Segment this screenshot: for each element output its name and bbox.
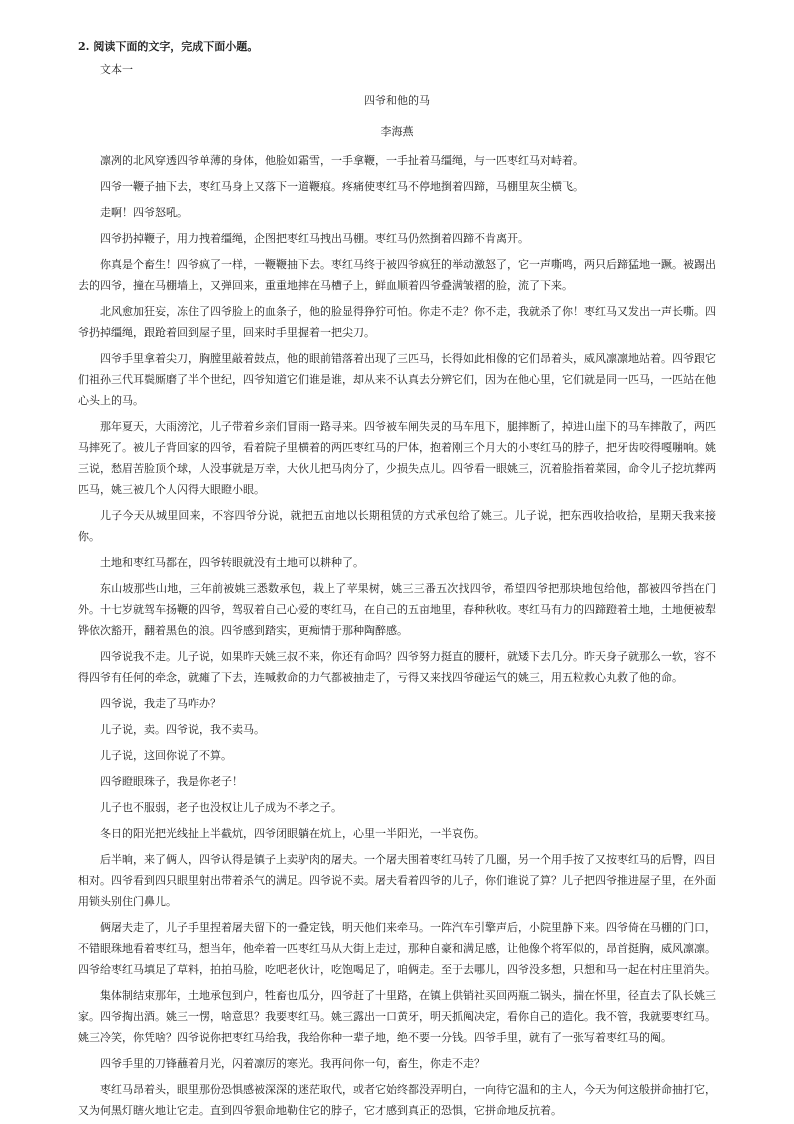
- paragraph: 四爷说我不走。儿子说，如果昨天姚三叔不来，你还有命吗？四爷努力挺直的腰杆，就矮下去几分。昨天身子就那么一软，容不得四爷有任何的牵念，就瘫了下去，连喊救命的力气都被抽走了，亏得又来找四爷碰运气的姚三，用五粒救心丸救了他的命。: [78, 650, 716, 684]
- paragraph: 俩屠夫走了，儿子手里捏着屠夫留下的一叠定钱，明天他们来牵马。一阵汽车引擎声后，小院里静下来。四爷倚在马棚的门口，不错眼珠地看着枣红马，想当年，他牵着一匹枣红马从大街上走过，那种自豪和满足感，让他像个将军似的，昂首挺胸，威风凛凛。四爷给枣红马填足了草料，拍拍马脸，吃吧老伙计，吃饱喝足了，咱俩走。至于去哪儿，四爷没多想，只想和马一起在村庄里消失。: [78, 921, 716, 976]
- paragraph: 四爷说，我走了马咋办？: [100, 697, 221, 710]
- paragraph: 凛冽的北风穿透四爷单薄的身体，他脸如霜雪，一手拿鞭，一手扯着马缰绳，与一匹枣红马对峙着。: [100, 154, 584, 167]
- paragraph: 冬日的阳光把光线扯上半截炕，四爷闭眼躺在炕上，心里一半阳光，一半哀伤。: [100, 827, 485, 840]
- paragraph: 四爷手里拿着尖刀，胸膛里敲着鼓点，他的眼前错落着出现了三匹马，长得如此相像的它们昂着头，威风凛凛地站着。四爷跟它们祖孙三代耳鬓厮磨了半个世纪，四爷知道它们谁是谁，却从来不认真去分辨它们，因为在他心里，它们就是同一匹马，一匹站在他心头上的马。: [78, 352, 716, 407]
- paragraph: 四爷扔掉鞭子，用力拽着缰绳，企图把枣红马拽出马棚。枣红马仍然捯着四蹄不肯离开。: [100, 232, 529, 245]
- paragraph: 东山坡那些山地，三年前被姚三悉数承包，栽上了苹果树，姚三三番五次找四爷，希望四爷把那块地包给他，都被四爷挡在门外。十七岁就驾车扬鞭的四爷，驾驭着自己心爱的枣红马，在自己的五亩地里，春种秋收。枣红马有力的四蹄蹬着土地，土地便被犁铧依次豁开，翻着黑色的浪。四爷感到踏实，更痴情于那种陶醉感。: [78, 582, 716, 637]
- paragraph: 儿子说，这回你说了不算。: [100, 749, 232, 762]
- paragraph: 四爷手里的刀锋蘸着月光，闪着凛厉的寒光。我再问你一句，畜生，你走不走？: [100, 1057, 485, 1070]
- paragraph: 四爷一鞭子抽下去，枣红马身上又落下一道鞭痕。疼痛使枣红马不停地捯着四蹄，马棚里灰尘横飞。: [100, 180, 584, 193]
- paragraph: 儿子说，卖。四爷说，我不卖马。: [100, 723, 265, 736]
- paragraph: 集体制结束那年，土地承包到户，牲畜也瓜分，四爷赶了十里路，在镇上供销社买回两瓶二锅头，揣在怀里，径直去了队长姚三家。四爷掏出酒。姚三一愣，啥意思？我要枣红马。姚三露出一口黄牙，明天抓阄决定，看你自己的造化。我不管，我就要枣红马。姚三冷笑，你凭啥？四爷说你把枣红马给我，我给你种一辈子地，绝不要一分钱。四爷手里，就有了一张写着枣红马的阄。: [78, 989, 716, 1044]
- paragraph: 儿子也不服弱，老子也没权让儿子成为不孝之子。: [100, 801, 342, 814]
- paragraph: 四爷瞪眼珠子，我是你老子！: [100, 775, 243, 788]
- paragraph: 儿子今天从城里回来，不容四爷分说，就把五亩地以长期租赁的方式承包给了姚三。儿子说，把东西收拾收拾，星期天我来接你。: [78, 509, 716, 543]
- paragraph: 北风愈加狂妄，冻住了四爷脸上的血条子，他的脸显得狰狞可怕。你走不走？你不走，我就杀了你！枣红马又发出一声长嘶。四爷扔掉缰绳，跟跄着回到屋子里，回来时手里握着一把尖刀。: [78, 305, 716, 339]
- paragraph: 那年夏天，大雨滂沱，儿子带着乡亲们冒雨一路寻来。四爷被车闸失灵的马车甩下，腿摔断了，掉进山崖下的马车摔散了，两匹马摔死了。被儿子背回家的四爷，看着院子里横着的两匹枣红马的尸体，抱着刚三个月大的小枣红马的脖子，把牙齿咬得嘎嘣响。姚三说，愁眉苦脸顶个球，人没事就是万幸，大伙儿把马肉分了，少损失点儿。四爷看一眼姚三，沉着脸指着菜园，命令儿子挖坑葬两匹马，姚三被几个人闪得大眼瞪小眼。: [78, 420, 716, 496]
- paragraph: 后半晌，来了俩人，四爷认得是镇子上卖驴肉的屠夫。一个屠夫围着枣红马转了几圈，另一个用手按了又按枣红马的后臀，四目相对。四爷看到四只眼里射出带着杀气的满足。四爷说不卖。屠夫看着四爷的儿子，你们谁说了算？儿子把四爷推进屋子里，在外面用锁头别住门鼻儿。: [78, 853, 716, 908]
- article-body: [78, 150, 716, 1121]
- question-heading: 2. 阅读下面的文字，完成下面小题。: [78, 40, 259, 53]
- paragraph: 土地和枣红马都在，四爷转眼就没有土地可以耕种了。: [100, 556, 364, 569]
- paragraph: 你真是个畜生！四爷疯了一样，一鞭鞭抽下去。枣红马终于被四爷疯狂的举动激怒了，它一声嘶鸣，两只后蹄猛地一蹶。被踢出去的四爷，撞在马棚墙上，又弹回来，重重地摔在马槽子上，鲜血顺着四爷叠满皱褶的脸，流了下来。: [78, 258, 716, 292]
- paragraph: 枣红马昂着头，眼里那份恐惧感被深深的迷茫取代，或者它始终都没弄明白，一向待它温和的主人，今天为何这般拼命抽打它，又为何黑灯瞎火地让它走。直到四爷狠命地勒住它的脖子，它才感到真正的恐惧，它拼命地反抗着。: [78, 1083, 716, 1117]
- paragraph: 走啊！四爷怒吼。: [100, 206, 188, 219]
- text-label: 文本一: [100, 63, 133, 76]
- article-author: 李海燕: [380, 125, 414, 138]
- article-title: 四爷和他的马: [364, 94, 430, 107]
